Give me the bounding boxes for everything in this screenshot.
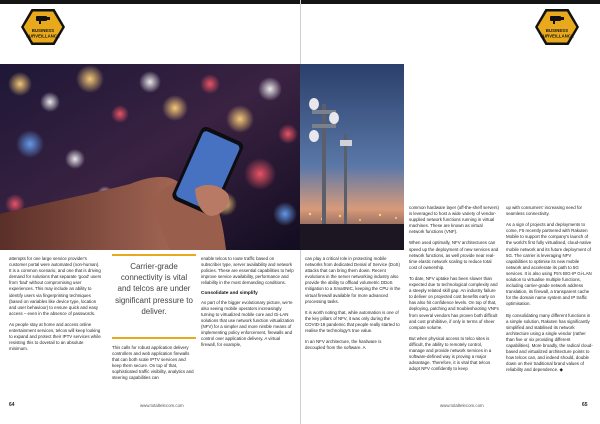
left-page-number: 64 bbox=[9, 402, 15, 408]
right-col1-para-3: To date, NFV uptake has been slower than expected due to technological complexity and a steeply related skill gap. An industry failure to deliver on projected cost benefits early on has also hit confidence levels. On top of that, deploying, patching and troubleshooting VNFs from several vendors has proven both difficult and cost prohibitive, if only in terms of sheer compute volume. bbox=[409, 275, 499, 330]
right-col-0 bbox=[305, 256, 401, 356]
right-col0-para-2: It is worth noting that, while automation is one of the key pillars of NFV, it was only during the COVID-19 pandemic that people really started to realise the technology's true value. bbox=[305, 309, 400, 334]
left-col-2 bbox=[112, 345, 196, 387]
left-col2-para-1: This calls for robust application delivery controllers and web application firewalls that can both scale IPTV services and keep them secure. On top of that, sophisticated traffic visibility, analytics and steering capabilities can bbox=[112, 345, 194, 381]
right-page-number: 65 bbox=[582, 402, 588, 408]
pull-quote: Carrier-grade connectivity is vital and telcos are under significant pressure to deliver. bbox=[112, 254, 196, 339]
top-stripe bbox=[301, 0, 600, 4]
left-col-1 bbox=[9, 256, 102, 357]
business-surveillance-logo bbox=[534, 8, 580, 46]
telecom-tower-photo bbox=[300, 64, 404, 250]
logo-line1: BUSINESS bbox=[545, 28, 569, 33]
right-col0-para-1: can play a critical role in protecting mobile networks from dedicated Denial of Service (DoS) attacks that can bring them down. Recent evolutions in the server networking industry also provide the ability to offload volumetric DDoS mitigation to a SmartNIC, keeping the CPU in the virtual firewall available for more advanced processing tasks. bbox=[305, 256, 401, 304]
logo-line2: SURVEILLANCE bbox=[540, 33, 574, 39]
left-col-3 bbox=[201, 256, 294, 353]
left-col3-para-2: As part of the bigger evolutionary picture, we're also seeing mobile operators increasingly turning to virtualized mobile core and Gi-LAN solutions that use network function virtualization (NFV) for a simpler and more nimble means of implementing policy enforcement, firewalls and control over application delivery. A virtual firewall, for example, bbox=[201, 299, 294, 348]
hero-photo-phone-in-hand bbox=[0, 64, 300, 250]
top-stripe bbox=[0, 0, 300, 4]
right-col2-para-2: As a sign of projects and deployments to come, F5 recently partnered with Rakuten Mobile to support the company's launch of the world's first fully virtualised, cloud-native mobile network and its future deployment of 5G. The carrier is leveraging NFV capabilities to optimise its new mobile network and accelerate its path to 5G services. It is also using F5's BIG-IP Gi-LAN solution to virtualise multiple functions, including carrier-grade network address translation, its firewall, a transparent cache for the domain name system and IP traffic optimisation. bbox=[506, 222, 592, 307]
right-footer-url: www.totaltelecom.com bbox=[440, 403, 484, 408]
right-col1-para-2: When used optimally, NFV architectures can speed up the deployment of new services and network functions, as well provide near real-time elastic network scaling to reduce total cost of ownership. bbox=[409, 240, 499, 270]
right-col0-para-3: In an NFV architecture, the hardware is decoupled from the software. A bbox=[305, 339, 382, 351]
left-footer-url: www.totaltelecom.com bbox=[140, 403, 184, 408]
logo-line2: SURVEILLANCE bbox=[26, 33, 60, 39]
left-col1-para-1: attempts for one large service provider's customer portal were automated (non-human). It is a common scenario, and one that is driving demand for solutions that separate 'good' users from 'bad' without compromising user experiences. This may include an ability to identify users via fingerprinting techniques (based on variables like device type, location and user behaviour) to ensure quick and easy access – even in the absence of passwords. bbox=[9, 256, 102, 316]
section-heading-consolidate: Consolidate and simplify bbox=[201, 291, 258, 297]
right-col1-para-1: common hardware layer (off-the-shelf servers) is leveraged to host a wide variety of vendor-supplied network functions running in virtual machines. These are known as virtual network functions (VNF). bbox=[409, 205, 499, 235]
right-col1-para-4: But when physical access to telco sites is difficult, the ability to remotely control, manage and provide network services in a software-defined way is proving a major advantage. Therefore, it is vital that telcos adopt NFV confidently to keep bbox=[409, 335, 492, 372]
right-col-2 bbox=[506, 205, 594, 378]
right-col2-para-1: up with consumers' increasing need for seamless connectivity. bbox=[506, 205, 583, 217]
left-col3-para-1: enable telcos to route traffic based on subscriber type, server availability and network policies. These are essential capabilities to help improve service availability, performance and reliability in the most demanding conditions. bbox=[201, 256, 294, 286]
right-col-1 bbox=[409, 205, 499, 377]
right-col2-para-3: By consolidating many different functions in a simple solution, Rakuten has significantly simplified and stabilised its network architecture using a single vendor (rather than five or six providing different capabilities). More broadly, the radical cloud-based and virtualized architecture points to how telcos can, and indeed should, double down on their traditional brand values of reliability and dependence. ◆ bbox=[506, 312, 593, 373]
logo-line1: BUSINESS bbox=[31, 28, 55, 33]
left-col1-para-2: As people stay at home and access online entertainment services, telcos will keep looking to expand and protect their IPTV services while resisting this to dovetail to an absolute minimum. bbox=[9, 321, 101, 352]
business-surveillance-logo bbox=[20, 8, 66, 46]
